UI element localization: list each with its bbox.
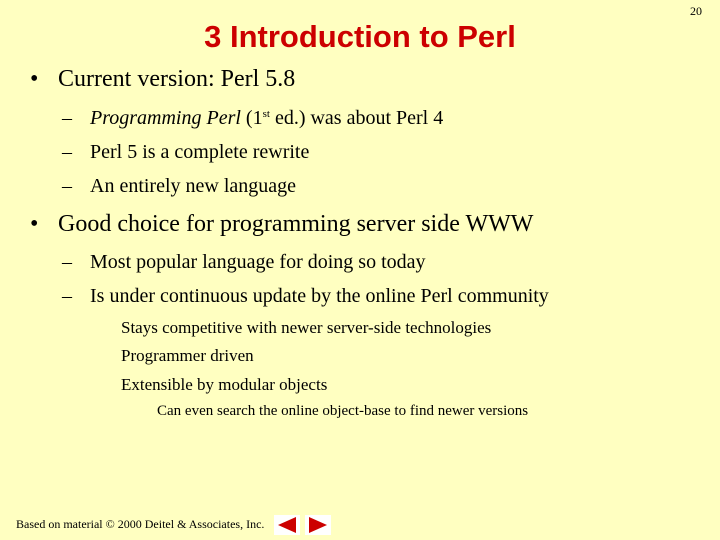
- bullet-1: [30, 66, 295, 93]
- slide-title: 3 Introduction to Perl: [204, 19, 516, 54]
- sub-bullet-2-2: [62, 285, 549, 308]
- level3-item-1: Stays competitive with newer server-side technologies: [121, 318, 492, 337]
- bullet-2-text: Good choice for programming server side WWW: [58, 211, 534, 237]
- bullet-1-text: Current version: Perl 5.8: [58, 66, 296, 92]
- sub-bullet-text: (1: [240, 107, 263, 129]
- dash-marker: –: [62, 141, 72, 163]
- sub-bullet-text: Most popular language for doing so today: [90, 251, 426, 273]
- bullet-marker: •: [30, 211, 39, 237]
- previous-slide-button[interactable]: [274, 515, 300, 535]
- sub-bullet-text: An entirely new language: [90, 175, 297, 197]
- dash-marker: –: [62, 107, 72, 129]
- dash-marker: –: [62, 251, 72, 273]
- sub-bullet-text: ed.) was about Perl 4: [269, 107, 444, 129]
- page-number: 20: [690, 4, 702, 18]
- bullet-marker: •: [30, 66, 39, 92]
- level3-item-2: Programmer driven: [121, 346, 254, 365]
- sub-bullet-1-2: [62, 141, 309, 164]
- sub-bullet-1-3: [62, 175, 296, 198]
- dash-marker: –: [62, 175, 72, 197]
- dash-marker: –: [62, 285, 72, 307]
- bullet-2: [30, 211, 533, 238]
- sub-bullet-2-1: [62, 251, 426, 274]
- footer-credit: Based on material © 2000 Deitel & Associates, Inc.: [16, 517, 265, 531]
- sub-bullet-text: Perl 5 is a complete rewrite: [90, 141, 310, 163]
- next-slide-button[interactable]: [305, 515, 331, 535]
- right-triangle-icon: [305, 515, 331, 535]
- sub-bullet-1-1: [62, 107, 443, 130]
- level3-item-3: Extensible by modular objects: [121, 375, 328, 394]
- superscript: st: [262, 108, 270, 120]
- book-title: Programming Perl: [90, 107, 241, 129]
- sub-bullet-text: Is under continuous update by the online Perl community: [90, 285, 549, 307]
- level4-item-1: Can even search the online object-base to find newer versions: [157, 403, 529, 419]
- left-triangle-icon: [274, 515, 300, 535]
